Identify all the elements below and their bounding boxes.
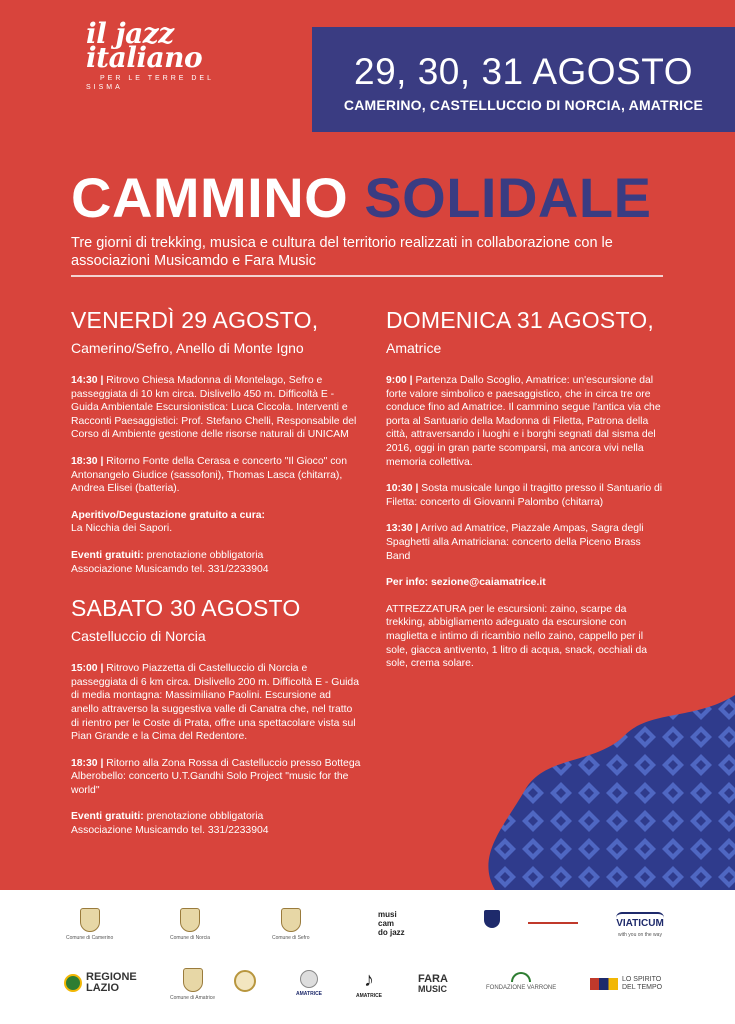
friday-heading: VENERDÌ 29 AGOSTO,: [71, 307, 319, 333]
sponsor-red-logo: [528, 914, 578, 924]
right-column: [386, 306, 664, 684]
text: Ritorno alla Zona Rossa di Castelluccio presso Bottega Alberobello: concerto U.T.Gandhi Solo Project "music for the world": [71, 757, 361, 796]
text: Associazione Musicamdo tel. 331/2233904: [71, 563, 269, 575]
logo-text: VIATICUM: [616, 918, 664, 929]
sponsor-footer: [0, 890, 735, 1024]
time: 18:30 |: [71, 757, 104, 769]
text: Arrivo ad Amatrice, Piazzale Ampas, Sagra degli Spaghetti alla Amatriciana: concerto della Piceno Brass Band: [386, 523, 644, 562]
text: Associazione Musicamdo tel. 331/2233904: [71, 825, 269, 837]
logo-line-1: il jazz: [86, 17, 174, 50]
coat-of-arms-icon: [80, 908, 100, 932]
friday-location: Camerino/Sefro, Anello di Monte Igno: [71, 340, 304, 356]
sponsor-caption: AMATRICE: [296, 991, 323, 997]
sponsor-caption: Comune di Norcia: [170, 935, 211, 941]
saturday-item-1: [71, 662, 361, 744]
saturday-location: Castelluccio di Norcia: [71, 628, 206, 645]
coat-of-arms-icon: [281, 908, 301, 932]
text: prenotazione obbligatoria: [143, 549, 264, 561]
label: Aperitivo/Degustazione gratuito a cura:: [71, 509, 265, 521]
regione-lazio-icon: [64, 974, 82, 992]
logo-text: MUSIC: [418, 984, 447, 994]
logo-subtext: with you on the way: [618, 932, 662, 938]
sunday-item-1: [386, 374, 664, 469]
seal-icon: [234, 970, 256, 992]
banner-dates: 29, 30, 31 AGOSTO: [354, 51, 693, 92]
sponsor-fara-music: [418, 974, 448, 994]
text: Ritrovo Chiesa Madonna di Montelago, Sefro e passeggiata di 10 km circa. Dislivello 450 m. Difficoltà E - Guida Ambientale Escursionistica: Luca Ciccola. Interventi e Racconti Paesaggistici: Prof. Stefano Chelli, Responsabile del Corso di Ambiente gestione delle risorse naturali di UNICAM: [71, 375, 357, 441]
left-column: [71, 306, 361, 851]
sponsor-viaticum: [616, 912, 664, 938]
sunday-item-3: [386, 522, 664, 563]
friday-item-4: [71, 549, 361, 576]
date-banner: [312, 27, 735, 132]
logo-text: REGIONE LAZIO: [86, 971, 137, 994]
banner-places: CAMERINO, CASTELLUCCIO DI NORCIA, AMATRICE: [343, 97, 704, 113]
cai-icon: [300, 970, 318, 988]
time: 9:00 |: [386, 375, 413, 386]
info-email[interactable]: [386, 576, 664, 590]
title-word-2: SOLIDALE: [364, 166, 652, 229]
sponsor-fondazione-varrone: [486, 972, 556, 991]
logo-subtitle-1: PER LE TERRE DEL: [99, 75, 214, 82]
logo-text: LO SPIRITO DEL TEMPO: [622, 976, 663, 991]
intro-text: Tre giorni di trekking, musica e cultura del territorio realizzati in collaborazione con le associazioni Musicamdo e Fara Music: [71, 235, 613, 269]
info-text[interactable]: Per info: sezione@caiamatrice.it: [386, 577, 546, 589]
decorative-pattern: [435, 695, 735, 890]
saturday-item-2: [71, 757, 361, 798]
sponsor-caption: Comune di Camerino: [66, 935, 114, 941]
sponsor-caption: AMATRICE: [356, 993, 383, 999]
sponsor-emblem-2: [234, 970, 256, 992]
logo-subtitle-2: SISMA: [86, 84, 123, 91]
sponsor-sefro: [272, 908, 310, 941]
sunday-location: Amatrice: [386, 340, 442, 356]
sunday-item-2: [386, 482, 664, 509]
text: La Nicchia dei Sapori.: [71, 523, 173, 535]
shield-icon: [484, 910, 500, 928]
text: Ritrovo Piazzetta di Castelluccio di Norcia e passeggiata di 6 km circa. Dislivello 200 m. Difficoltà E - Guida di media montagna: Massimiliano Paolini. Escursione ad anello attraverso la suggestiva valle di Canatra che, nel tratto di rientro per le Coste di Prata, offre una spettacolare vista sul Pian Grande e la Cima del Redentore.: [71, 663, 359, 743]
poster-title: [71, 168, 651, 228]
text: Partenza Dallo Scoglio, Amatrice: un'escursione dal forte valore simbolico e paesaggistico, che in circa tre ore conduce fino ad Amatrice. Il cammino segue l'antica via che porta al Santuario della Madonna di Filetta, Patrona della città, attraversando i luoghi e i borghi segnati dal sisma del 2016, oggi in gran parte scomparsi, ma ancora vivi nella memoria collettiva.: [386, 375, 661, 468]
equipment-note: ATTREZZATURA per le escursioni: zaino, scarpe da trekking, abbigliamento adeguato da escursione con maglietta e intimo di ricambio nello zaino, cappello per il sole, giacca antivento, 1 litro di acqua, snack, occhiali da sole, crema solare.: [386, 603, 648, 670]
sponsor-jazz-amatrice: [356, 970, 382, 999]
sponsor-norcia: [170, 908, 210, 941]
sponsor-cai: [296, 970, 322, 997]
logo-text: musi: [378, 910, 397, 919]
label: Eventi gratuiti:: [71, 811, 144, 823]
logo-text: cam: [378, 919, 395, 928]
saturday-item-3: [71, 810, 361, 837]
time: 10:30 |: [386, 483, 419, 495]
arch-icon: [511, 972, 531, 982]
sponsor-spirito-del-tempo: [590, 976, 672, 992]
friday-item-3: [71, 509, 361, 536]
sponsor-amatrice: [170, 968, 215, 1001]
text: Ritorno Fonte della Cerasa e concerto "Il Gioco" con Antonangelo Giudice (sassofoni), Thomas Lasca (chitarra), Andrea Elisei (batteria).: [71, 455, 347, 495]
logo-icon: [590, 978, 618, 990]
logo-icon: [528, 914, 578, 924]
sponsor-caption: FONDAZIONE VARRONE: [486, 985, 557, 991]
time: 18:30 |: [71, 455, 104, 467]
text: prenotazione obbligatoria: [143, 811, 264, 823]
time: 15:00 |: [71, 663, 104, 675]
sponsor-camerino: [66, 908, 113, 941]
sponsor-regione-lazio: [64, 971, 137, 994]
logo-line-2: italiano: [86, 41, 203, 74]
jazz-italiano-logo: [86, 17, 226, 92]
sponsor-emblem: [484, 910, 500, 928]
coat-of-arms-icon: [180, 908, 200, 932]
time: 13:30 |: [386, 523, 419, 535]
saturday-heading: SABATO 30 AGOSTO: [71, 595, 301, 622]
title-word-1: CAMMINO: [71, 166, 349, 229]
logo-text: FARA: [418, 973, 448, 985]
sponsor-caption: Comune di Sefro: [272, 935, 310, 941]
friday-item-2: [71, 455, 361, 496]
sponsor-caption: Comune di Amatrice: [170, 995, 216, 1001]
sunday-heading: DOMENICA 31 AGOSTO,: [386, 307, 654, 333]
divider: [71, 275, 663, 277]
friday-item-1: [71, 374, 361, 442]
logo-text: do jazz: [378, 928, 405, 937]
time: 14:30 |: [71, 375, 104, 386]
music-note-icon: ♪: [364, 969, 374, 991]
label: Eventi gratuiti:: [71, 549, 144, 561]
sponsor-musicamdo: [378, 910, 405, 937]
coat-of-arms-icon: [183, 968, 203, 992]
text: Sosta musicale lungo il tragitto presso il Santuario di Filetta: concerto di Giovanni Palombo (chitarra): [386, 483, 663, 508]
